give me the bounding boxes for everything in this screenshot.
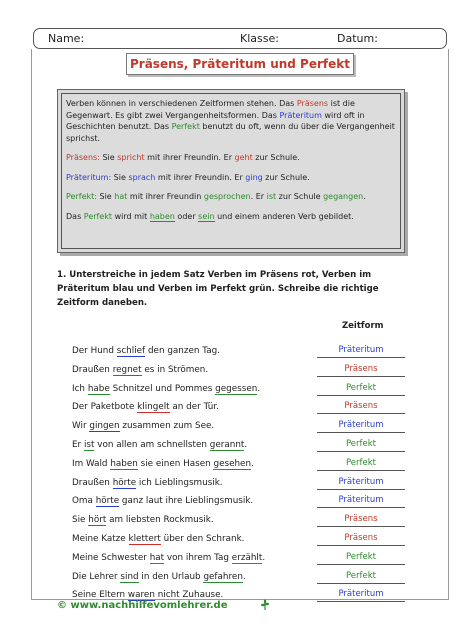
example-verb: sprach	[128, 172, 156, 182]
rule-text: Das	[66, 211, 84, 221]
rule-paragraph	[66, 211, 396, 223]
underlined-verb: waren	[127, 590, 155, 601]
exercise-sentence	[72, 570, 246, 584]
answer-field[interactable]: Perfekt	[317, 570, 405, 584]
underlined-verb: sind	[120, 571, 139, 582]
example-verb: spricht	[117, 153, 145, 162]
example-text: Sie	[96, 192, 115, 201]
answer-field[interactable]: Präteritum	[317, 476, 405, 490]
exercise-sentence	[72, 382, 260, 396]
sentence-text: in den Urlaub	[138, 571, 204, 582]
underlined-verb: gerannt	[209, 440, 245, 450]
exercise-row	[72, 570, 412, 588]
sentence-text: .	[262, 552, 266, 563]
example-text: zur Schule	[276, 192, 324, 201]
underlined-verb: gegessen	[215, 383, 258, 394]
example-verb: geht	[234, 153, 253, 162]
sentence-text: Meine Katze	[72, 534, 129, 544]
answer-field[interactable]: Präteritum	[317, 494, 405, 508]
name-label: Name:	[48, 32, 85, 45]
sentence-text: zusammen zum See.	[119, 421, 215, 432]
exercise-sentence	[72, 476, 223, 490]
exercise-sentence	[72, 438, 247, 452]
underlined-verb: gefahren	[203, 571, 243, 582]
underlined-verb: klingelt	[137, 402, 170, 413]
sentence-text: am liebsten Rockmusik.	[106, 515, 214, 526]
example-text: zur Schule.	[252, 153, 300, 162]
example-label: Präteritum:	[66, 172, 112, 182]
exercise-row	[72, 363, 412, 381]
exercise-sentence	[72, 513, 214, 527]
exercise-sentence	[72, 419, 214, 433]
info-box	[57, 89, 405, 253]
underlined-verb: regnet	[112, 364, 142, 375]
sentence-text: Die Lehrer	[72, 571, 121, 582]
underlined-verb: hörte	[95, 496, 120, 507]
example-perfekt	[66, 191, 396, 203]
example-text: mit ihrer Freundin	[127, 192, 204, 201]
sentence-text: Draußen	[72, 364, 113, 375]
exercise-row	[72, 438, 412, 456]
underlined-verb: klettert	[128, 534, 161, 544]
sentence-text: Sie	[72, 515, 89, 526]
example-text: mit ihrer Freundin. Er	[155, 172, 246, 182]
worksheet-title: Präsens, Präteritum und Perfekt	[126, 53, 354, 75]
sentence-text: .	[251, 458, 254, 469]
sentence-text: es in Strömen.	[141, 364, 209, 375]
rule-text: und einem anderen Verb gebildet.	[214, 211, 354, 221]
exercise-row	[72, 419, 412, 437]
sentence-text: Er	[72, 440, 84, 450]
answer-field[interactable]: Perfekt	[317, 457, 405, 471]
answer-field[interactable]: Perfekt	[317, 551, 405, 565]
example-text: Sie	[111, 172, 129, 182]
sentence-text: ganz laut ihre Lieblingsmusik.	[119, 496, 254, 507]
underlined-verb: gesehen	[213, 458, 252, 469]
underlined-verb: haben	[110, 458, 138, 469]
underlined-verb: ist	[83, 440, 95, 450]
underlined-verb: hat	[149, 552, 165, 563]
exercise-row	[72, 400, 412, 418]
example-text: . Er	[250, 192, 267, 201]
example-praeteritum	[66, 172, 396, 184]
intro-praesens: Präsens	[296, 99, 329, 108]
underlined-verb: schlief	[116, 346, 146, 356]
example-text: Sie	[99, 153, 118, 162]
rule-perfekt: Perfekt	[83, 211, 113, 221]
answer-field[interactable]: Präsens	[317, 532, 405, 546]
sentence-text: .	[257, 383, 261, 394]
underlined-verb: habe	[87, 383, 110, 394]
sentence-text: Der Hund	[72, 346, 117, 356]
exercise-sentence	[72, 400, 219, 414]
exercise-row	[72, 476, 412, 494]
answer-field[interactable]: Präsens	[317, 513, 405, 527]
answer-field[interactable]: Präteritum	[317, 419, 405, 433]
exercise-sentence	[72, 344, 220, 358]
exercise-row	[72, 457, 412, 475]
sentence-text: Oma	[72, 496, 96, 507]
exercise-row	[72, 494, 412, 512]
exercise-row	[72, 532, 412, 550]
example-label: Präsens:	[66, 153, 100, 162]
sentence-text: ich Lieblingsmusik.	[136, 477, 223, 488]
intro-perfekt: Perfekt	[171, 122, 200, 131]
zeitform-header: Zeitform	[342, 321, 384, 331]
intro-praeteritum: Präteritum	[279, 110, 322, 120]
answer-field[interactable]: Perfekt	[317, 438, 405, 452]
underlined-verb: erzählt	[231, 552, 263, 563]
exercise-sentence	[72, 494, 253, 508]
example-verb: hat	[114, 192, 128, 201]
sentence-text: den ganzen Tag.	[145, 346, 220, 356]
sentence-text: Ich	[72, 383, 88, 394]
exercise-sentence	[72, 551, 265, 565]
rule-haben: haben	[149, 211, 175, 221]
header-bar	[33, 28, 447, 49]
example-verb: gegangen	[323, 192, 364, 201]
leaf-icon	[259, 599, 271, 611]
sentence-text: Draußen	[72, 477, 113, 488]
sentence-text: .	[244, 440, 248, 450]
exercise-row	[72, 513, 412, 531]
exercise-row	[72, 344, 412, 362]
example-verb: ist	[266, 192, 277, 201]
answer-field[interactable]: Perfekt	[317, 382, 405, 396]
sentence-text: sie einen Hasen	[137, 458, 214, 469]
sentence-text: Schnitzel und Pommes	[109, 383, 216, 394]
example-label: Perfekt:	[66, 192, 97, 201]
intro-text: ist die Gegenwart. Es gibt zwei Vergangenheitsformen. Das	[66, 99, 355, 120]
sentence-text: Meine Schwester	[72, 552, 150, 563]
sentence-text: von ihrem Tag	[164, 552, 232, 563]
example-verb: gesprochen	[203, 192, 251, 201]
sentence-text: Der Paketbote	[72, 402, 138, 413]
sentence-text: an der Tür.	[169, 402, 219, 413]
exercise-sentence	[72, 532, 244, 546]
example-text: .	[363, 192, 366, 201]
answer-field[interactable]: Präsens	[317, 363, 405, 377]
datum-label: Datum:	[337, 32, 378, 45]
example-text: mit ihrer Freundin. Er	[144, 153, 235, 162]
exercise-row	[72, 382, 412, 400]
sentence-text: Wir	[72, 421, 90, 432]
rule-text: oder	[174, 211, 199, 221]
answer-field[interactable]: Präteritum	[317, 588, 405, 602]
info-box-inner	[61, 93, 401, 249]
klasse-label: Klasse:	[240, 32, 279, 45]
sentence-text: über den Schrank.	[160, 534, 245, 544]
exercise-sentence	[72, 363, 208, 377]
task-instruction: 1. Unterstreiche in jedem Satz Verben im Präsens rot, Verben im Präteritum blau und Verben im Perfekt grün. Schreibe die richtige Zeitform daneben.	[57, 270, 379, 308]
sentence-text: Im Wald	[72, 458, 111, 469]
exercise-sentence	[72, 457, 254, 471]
example-verb: ging	[245, 172, 263, 182]
sentence-text: Seine Eltern	[72, 590, 128, 601]
answer-field[interactable]: Präsens	[317, 400, 405, 414]
sentence-text: von allen am schnellsten	[94, 440, 210, 450]
intro-text: wird oft in Geschichten benutzt. Das	[66, 110, 365, 131]
rule-text: wird mit	[112, 211, 150, 221]
underlined-verb: hört	[88, 515, 107, 526]
footer-copyright: © www.nachhilfevomlehrer.de	[57, 600, 228, 611]
answer-field[interactable]: Präteritum	[317, 344, 405, 358]
example-praesens	[66, 152, 396, 164]
intro-paragraph	[66, 98, 396, 144]
intro-text: Verben können in verschiedenen Zeitformen stehen. Das	[66, 99, 297, 108]
sentence-text: .	[242, 571, 246, 582]
example-text: zur Schule.	[262, 172, 310, 182]
exercise-row	[72, 551, 412, 569]
rule-sein: sein	[198, 211, 215, 221]
sentence-text: nicht Zuhause.	[154, 590, 224, 601]
intro-text: benutzt du oft, wenn du über die Vergangenheit sprichst.	[66, 122, 395, 143]
underlined-verb: gingen	[89, 421, 120, 432]
underlined-verb: hörte	[112, 477, 137, 488]
